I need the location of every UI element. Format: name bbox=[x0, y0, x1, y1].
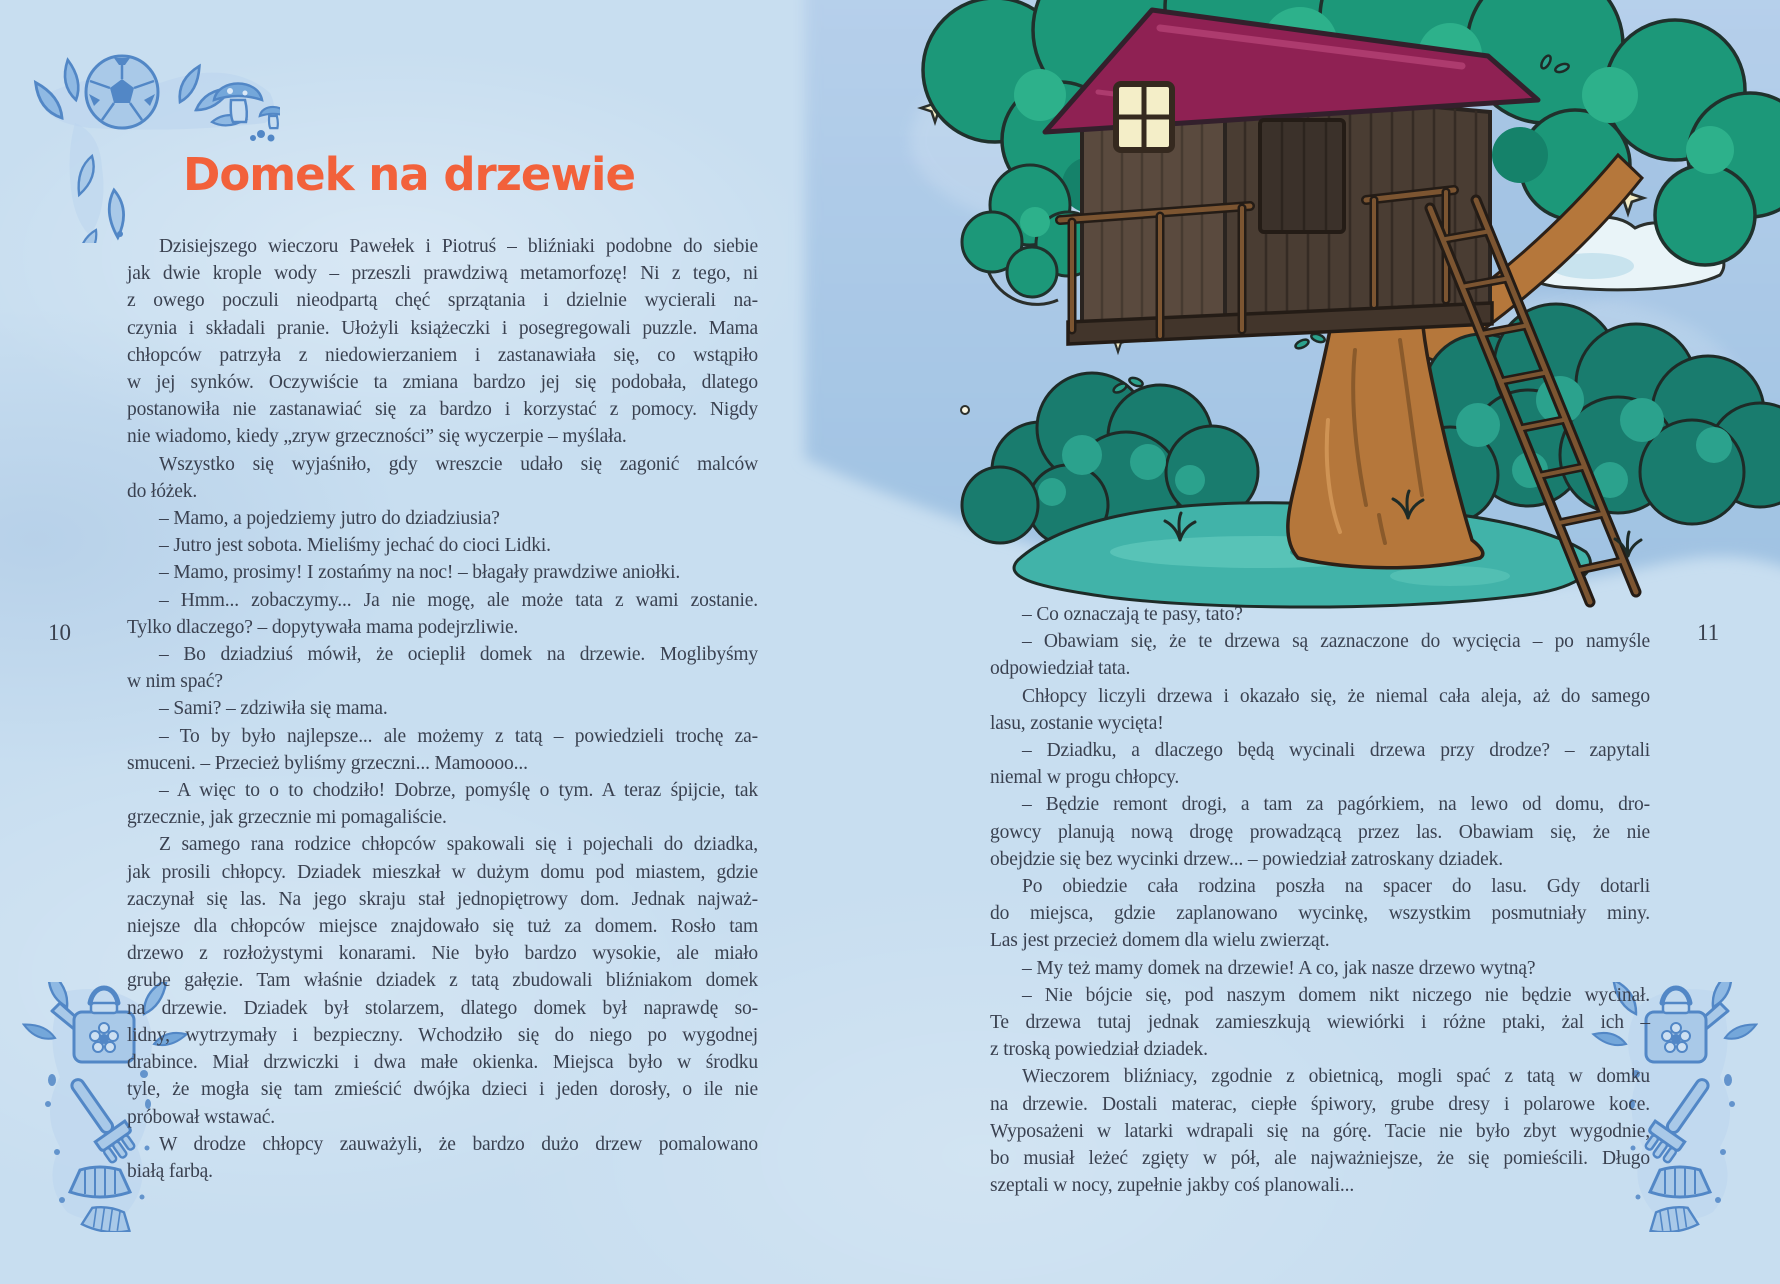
text-line: Tylko dlaczego? – dopytywała mama podejrzliwie. bbox=[127, 616, 519, 638]
text-line: grube gałęzie. Tam właśnie dziadek z tatą zbudowali bliźniakom domek bbox=[127, 970, 758, 992]
page-number-left: 10 bbox=[48, 620, 71, 645]
left-page-text bbox=[127, 233, 758, 1185]
text-line: tyle, że mogła się tam zmieścić dwójka dzieci i jeden dorosły, o ile nie bbox=[127, 1079, 758, 1101]
text-line: szeptali w nocy, zupełnie jakby coś planowali... bbox=[990, 1175, 1355, 1197]
text-line: Dzisiejszego wieczoru Pawełek i Piotruś – bliźniaki podobne do siebie bbox=[159, 236, 758, 257]
text-line: – Co oznaczają te pasy, tato? bbox=[1022, 604, 1243, 625]
text-line: postanowiła nie zastanawiać się za bardzo i korzystać z pomocy. Nigdy bbox=[127, 399, 758, 421]
door bbox=[1260, 120, 1344, 232]
text-line: odpowiedział tata. bbox=[990, 658, 1131, 680]
text-line: smuceni. – Przecież byliśmy grzeczni... Mamoooo... bbox=[127, 752, 528, 774]
text-line: gowcy planują nową drogę prowadzącą przez las. Obawiam się, że nie bbox=[990, 821, 1650, 843]
text-line: – Bo dziadziuś mówił, że ocieplił domek na drzewie. Moglibyśmy bbox=[159, 644, 758, 666]
text-line: Po obiedzie cała rodzina poszła na spacer do lasu. Gdy dotarli bbox=[1022, 876, 1650, 898]
text-line: – Obawiam się, że te drzewa są zaznaczone do wycięcia – po namyśle bbox=[1022, 631, 1650, 653]
text-line: niemal w progu chłopcy. bbox=[990, 767, 1180, 789]
text-line: do łóżek. bbox=[127, 480, 198, 502]
text-line: Te drzewa tutaj jednak zamieszkują wiewiórki i różne ptaki, żal ich – bbox=[990, 1012, 1650, 1034]
text-line: jak prosili chłopcy. Dziadek mieszkał w dużym domu pod miastem, gdzie bbox=[127, 861, 758, 883]
text-line: lidny, wytrzymały i bezpieczny. Wchodziło się do niego po wygodnej bbox=[127, 1024, 758, 1046]
window bbox=[1116, 84, 1172, 150]
text-line: białą farbą. bbox=[127, 1160, 213, 1182]
text-line: w jej synków. Oczywiście ta zmiana bardzo jej się podobała, dlatego bbox=[127, 372, 758, 394]
text-line: drabince. Miał drzwiczki i dwa małe okienka. Miejsca było w środku bbox=[127, 1052, 758, 1074]
text-line: próbował wstawać. bbox=[127, 1106, 275, 1128]
text-line: – My też mamy domek na drzewie! A co, jak nasze drzewo wytną? bbox=[1022, 957, 1536, 979]
text-line: Wieczorem bliźniacy, zgodnie z obietnicą, mogli spać z tatą w domku bbox=[1022, 1066, 1650, 1088]
text-line: do miejsca, gdzie zaplanowano wycinkę, wszystkim posmutniały miny. bbox=[990, 903, 1650, 925]
text-line: lasu, zostanie wycięta! bbox=[990, 712, 1164, 734]
text-line: jak dwie krople wody – przeszli prawdziwą metamorfozę! Ni z tego, ni bbox=[127, 263, 758, 285]
text-line: – A więc to o to chodziło! Dobrze, pomyślę o tym. A teraz śpijcie, tak bbox=[159, 780, 758, 802]
text-line: Z samego rana rodzice chłopców spakowali się i pojechali do dziadka, bbox=[159, 834, 758, 856]
text-line: bo musiał leżeć zgięty w pół, ale najważniejsze, że się pomieścili. Długo bbox=[990, 1148, 1650, 1170]
text-line: niejsze dla chłopców miejsce znajdowało się tuż za domem. Rosło tam bbox=[127, 916, 758, 938]
text-line: nie wiadomo, kiedy „zryw grzeczności” się wyczerpie – myślała. bbox=[127, 426, 627, 448]
text-line: obejdzie się bez wycinki drzew... – powiedział zatroskany dziadek. bbox=[990, 848, 1503, 870]
soccer-ball-icon bbox=[86, 56, 158, 128]
text-line: Chłopcy liczyli drzewa i okazało się, że niemal cała aleja, aż do samego bbox=[1022, 685, 1650, 707]
text-line: zaczynał się las. Na jego skraju stał jednopiętrowy dom. Jednak najważ- bbox=[127, 888, 758, 910]
text-line: grzecznie, jak grzecznie mi pomagaliście. bbox=[127, 807, 447, 829]
text-line: na drzewie. Dziadek był stolarzem, dlatego domek był naprawdę so- bbox=[127, 997, 758, 1019]
text-line: drzewo z rozłożystymi konarami. Nie było bardzo wysokie, ale miało bbox=[127, 943, 758, 965]
text-line: w nim spać? bbox=[127, 671, 223, 693]
story-title: Domek na drzewie bbox=[183, 148, 635, 202]
treehouse-night-illustration bbox=[830, 0, 1780, 650]
text-line: z troską powiedział dziadek. bbox=[990, 1039, 1208, 1061]
text-line: Wszystko się wyjaśniło, gdy wreszcie udało się zagonić malców bbox=[159, 453, 758, 475]
text-line: chłopców patrzyła z niedowierzaniem i zastanawiała się, co wstąpiło bbox=[127, 344, 758, 366]
text-line: – Nie bójcie się, pod naszym domem nikt niczego nie będzie wycinał. bbox=[1022, 984, 1650, 1006]
text-line: – Dziadku, a dlaczego będą wycinali drzewa przy drodze? – zapytali bbox=[1022, 740, 1650, 762]
right-page-text bbox=[990, 601, 1650, 1199]
text-line: – Sami? – zdziwiła się mama. bbox=[159, 698, 388, 720]
text-line: z owego poczuli nieodpartą chęć sprzątania i dzielnie wycierali na- bbox=[127, 290, 758, 312]
text-line: Wyposażeni w latarki wdrapali się na górę. Tacie nie było zbyt wygodnie, bbox=[990, 1120, 1650, 1142]
corner-decoration-soccer-ball-icon bbox=[30, 38, 280, 243]
text-line: Las jest przecież domem dla wielu zwierząt. bbox=[990, 930, 1330, 952]
text-line: W drodze chłopcy zauważyli, że bardzo dużo drzew pomalowano bbox=[159, 1133, 758, 1155]
text-line: – To by było najlepsze... ale możemy z tatą – powiedzieli trochę za- bbox=[159, 725, 758, 747]
text-line: – Mamo, a pojedziemy jutro do dziadziusia? bbox=[159, 508, 500, 530]
text-line: – Będzie remont drogi, a tam za pagórkiem, na lewo od domu, dro- bbox=[1022, 794, 1650, 816]
text-line: czynia i składali pranie. Ułożyli książeczki i posegregowali puzzle. Mama bbox=[127, 317, 758, 339]
text-line: na drzewie. Dostali materac, ciepłe śpiwory, grube dresy i polarowe koce. bbox=[990, 1093, 1650, 1115]
text-line: – Jutro jest sobota. Mieliśmy jechać do cioci Lidki. bbox=[159, 535, 551, 557]
text-line: – Hmm... zobaczymy... Ja nie mogę, ale może tata z wami zostanie. bbox=[159, 589, 758, 611]
text-line: – Mamo, prosimy! I zostańmy na noc! – błagały prawdziwe aniołki. bbox=[159, 562, 681, 584]
page-number-right: 11 bbox=[1697, 620, 1720, 645]
